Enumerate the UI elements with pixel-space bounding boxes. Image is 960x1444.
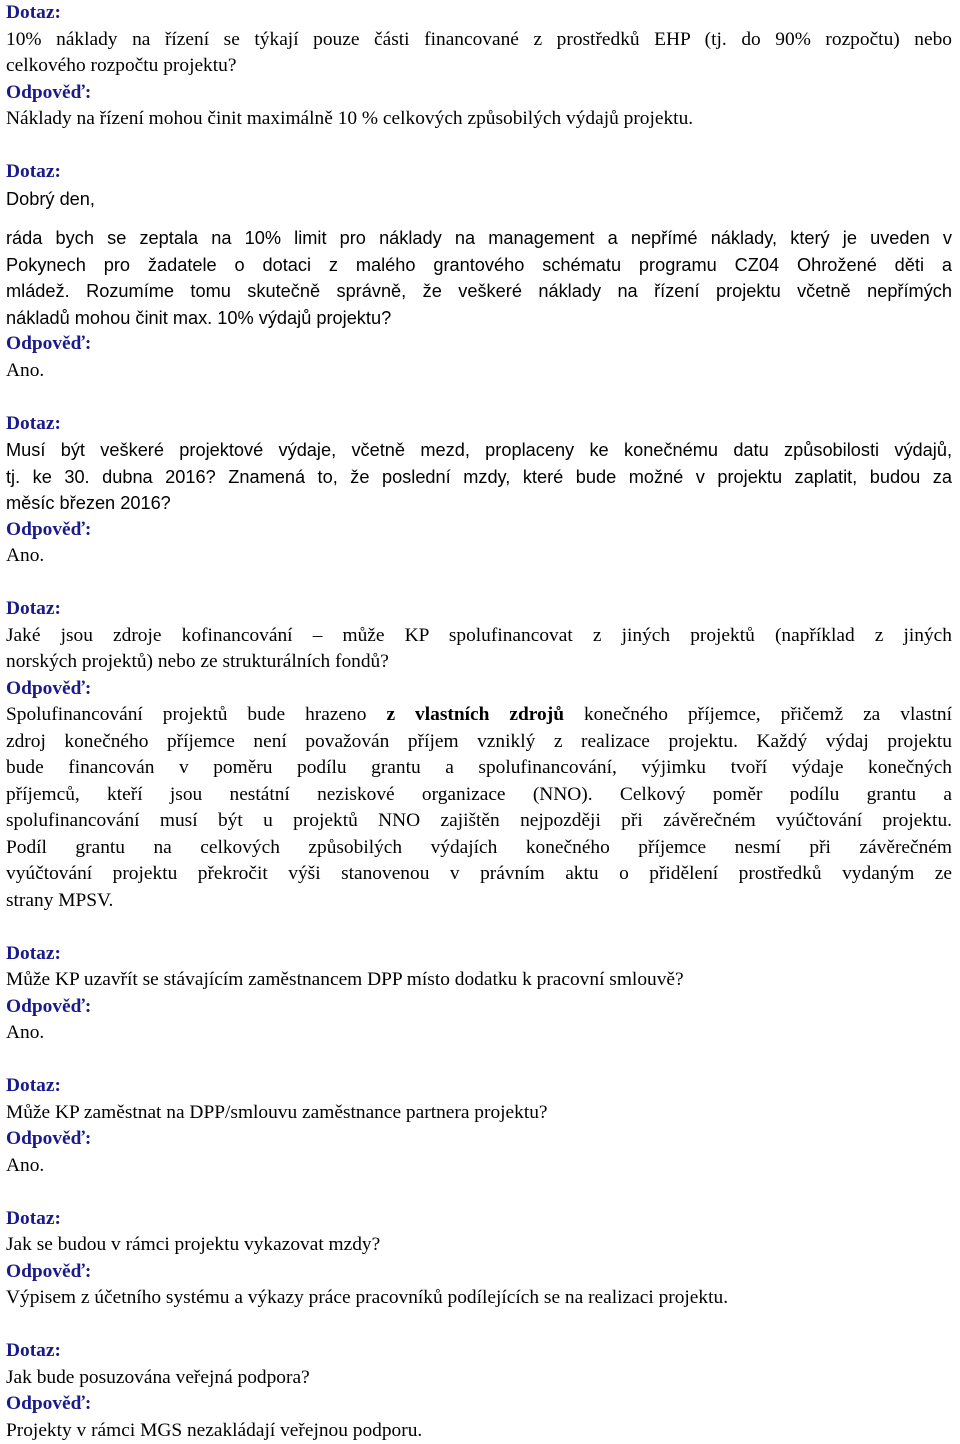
qa-item xyxy=(6,411,952,570)
question-text: norských projektů) nebo ze strukturálních fondů? xyxy=(6,649,952,676)
qa-item xyxy=(6,941,952,1047)
question-text: Jak se budou v rámci projektu vykazovat mzdy? xyxy=(6,1232,952,1259)
answer-text: Ano. xyxy=(6,543,952,570)
answer-text: Spolufinancování projektů bude hrazeno z vlastních zdrojů konečného příjemce, přičemž za vlastní xyxy=(6,702,952,729)
question-text: tj. ke 30. dubna 2016? Znamená to, že poslední mzdy, které bude možné v projektu zaplatit, budou za xyxy=(6,464,952,491)
answer-label: Odpověď: xyxy=(6,1259,952,1286)
qa-item xyxy=(6,1338,952,1444)
question-text: Musí být veškeré projektové výdaje, včetně mezd, proplaceny ke konečnému datu způsobilosti výdajů, xyxy=(6,437,952,464)
answer-text: Ano. xyxy=(6,358,952,385)
answer-label: Odpověď: xyxy=(6,1391,952,1418)
question-text: nákladů mohou činit max. 10% výdajů projektu? xyxy=(6,305,952,332)
question-label: Dotaz: xyxy=(6,596,952,623)
qa-item xyxy=(6,596,952,914)
question-text: Jak bude posuzována veřejná podpora? xyxy=(6,1365,952,1392)
answer-text: strany MPSV. xyxy=(6,888,952,915)
question-text: mládež. Rozumíme tomu skutečně správně, že veškeré náklady na řízení projektu včetně nepřímých xyxy=(6,278,952,305)
question-text: Jaké jsou zdroje kofinancování – může KP spolufinancovat z jiných projektů (například z jiných xyxy=(6,623,952,650)
question-label: Dotaz: xyxy=(6,1338,952,1365)
answer-label: Odpověď: xyxy=(6,331,952,358)
answer-text: Ano. xyxy=(6,1153,952,1180)
qa-item xyxy=(6,159,952,384)
answer-text: zdroj konečného příjemce není považován příjem vzniklý z realizace projektu. Každý výdaj projektu xyxy=(6,729,952,756)
question-label: Dotaz: xyxy=(6,411,952,438)
answer-label: Odpověď: xyxy=(6,994,952,1021)
answer-text: Výpisem z účetního systému a výkazy práce pracovníků podílejících se na realizaci projektu. xyxy=(6,1285,952,1312)
qa-item xyxy=(6,1206,952,1312)
answer-label: Odpověď: xyxy=(6,1126,952,1153)
qa-item xyxy=(6,1073,952,1179)
answer-label: Odpověď: xyxy=(6,676,952,703)
question-text: ráda bych se zeptala na 10% limit pro náklady na management a nepřímé náklady, který je uveden v xyxy=(6,225,952,252)
answer-text: příjemců, kteří jsou nestátní neziskové organizace (NNO). Celkový poměr podílu grantu a xyxy=(6,782,952,809)
question-label: Dotaz: xyxy=(6,941,952,968)
question-text: Může KP zaměstnat na DPP/smlouvu zaměstnance partnera projektu? xyxy=(6,1100,952,1127)
question-text: Může KP uzavřít se stávajícím zaměstnancem DPP místo dodatku k pracovní smlouvě? xyxy=(6,967,952,994)
question-label: Dotaz: xyxy=(6,1073,952,1100)
answer-text: spolufinancování musí být u projektů NNO zajištěn nejpozději při závěrečném vyúčtování projektu. xyxy=(6,808,952,835)
question-text: Dobrý den, xyxy=(6,186,952,213)
answer-text: Ano. xyxy=(6,1020,952,1047)
answer-label: Odpověď: xyxy=(6,517,952,544)
question-label: Dotaz: xyxy=(6,0,952,27)
question-label: Dotaz: xyxy=(6,159,952,186)
qa-item xyxy=(6,0,952,133)
question-text: celkového rozpočtu projektu? xyxy=(6,53,952,80)
question-text: 10% náklady na řízení se týkají pouze části financované z prostředků EHP (tj. do 90% rozpočtu) nebo xyxy=(6,27,952,54)
answer-text: Náklady na řízení mohou činit maximálně 10 % celkových způsobilých výdajů projektu. xyxy=(6,106,952,133)
emphasis-text: z vlastních zdrojů xyxy=(386,704,564,725)
answer-text: Podíl grantu na celkových způsobilých výdajích konečného příjemce nesmí při závěrečném xyxy=(6,835,952,862)
question-text: Pokynech pro žadatele o dotaci z malého grantového schématu programu CZ04 Ohrožené děti a xyxy=(6,252,952,279)
answer-text: vyúčtování projektu překročit výši stanovenou v právním aktu o přidělení prostředků vydaným ze xyxy=(6,861,952,888)
question-label: Dotaz: xyxy=(6,1206,952,1233)
answer-label: Odpověď: xyxy=(6,80,952,107)
answer-text: Projekty v rámci MGS nezakládají veřejnou podporu. xyxy=(6,1418,952,1444)
question-text: měsíc březen 2016? xyxy=(6,490,952,517)
answer-text: bude financován v poměru podílu grantu a spolufinancování, výjimku tvoří výdaje konečných xyxy=(6,755,952,782)
